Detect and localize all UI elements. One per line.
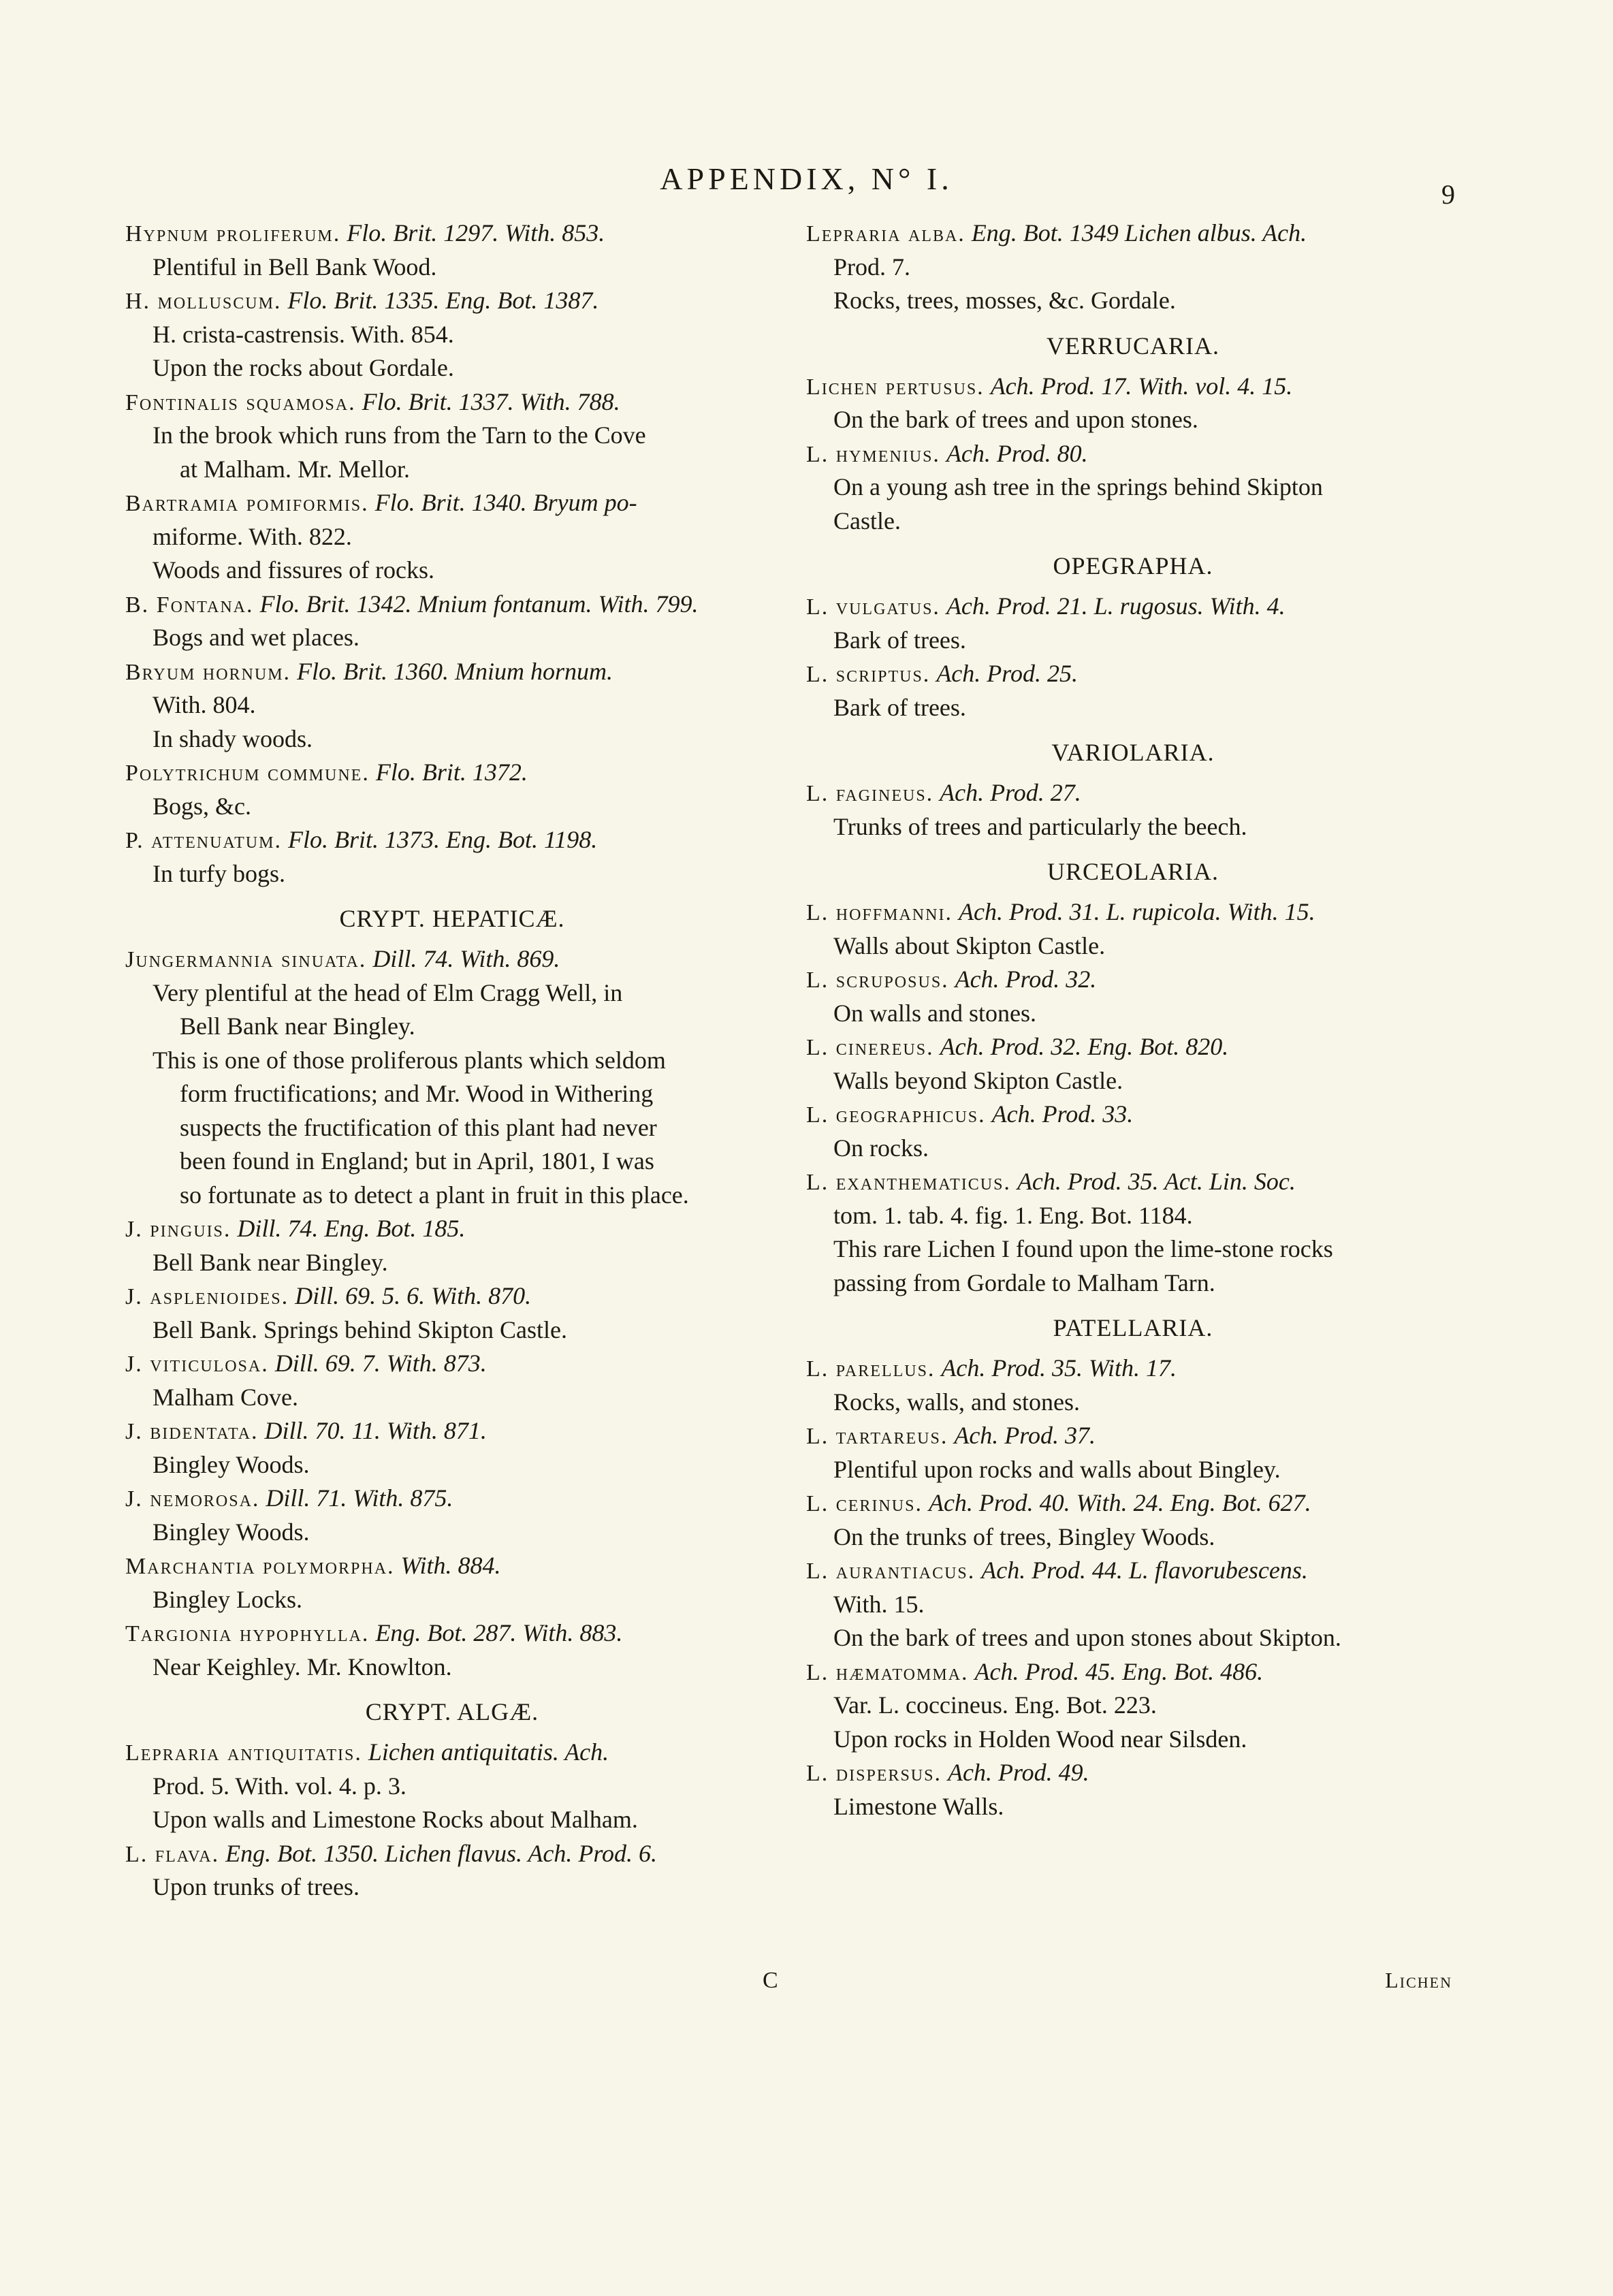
species-references: Ach. Prod. 35. With. 17.: [941, 1354, 1177, 1382]
species-name: Bryum hornum.: [125, 659, 291, 685]
species-entry: [806, 1030, 1460, 1064]
species-entry: [806, 437, 1460, 471]
entry-text: passing from Gordale to Malham Tarn.: [833, 1269, 1215, 1296]
catchword: Lichen: [1385, 1968, 1452, 1992]
species-references: Ach. Prod. 35. Act. Lin. Soc.: [1017, 1168, 1296, 1195]
entry-text: Upon the rocks about Gordale.: [153, 354, 454, 381]
species-references: Flo. Brit. 1373. Eng. Bot. 1198.: [287, 826, 598, 853]
species-references: Dill. 71. With. 875.: [266, 1484, 453, 1512]
right-column: [806, 217, 1460, 1823]
species-name: B. Fontana.: [125, 592, 254, 618]
species-name: Fontinalis squamosa.: [125, 389, 356, 415]
entry-text: Walls about Skipton Castle.: [833, 931, 1106, 959]
species-name: L. parellus.: [806, 1356, 936, 1382]
species-name: Jungermannia sinuata.: [125, 947, 367, 972]
species-entry: [806, 1165, 1460, 1199]
page-title: APPENDIX, N° I.: [660, 161, 953, 196]
left-column: [125, 217, 779, 1904]
entry-text: Trunks of trees and particularly the beech.: [833, 812, 1247, 840]
entry-text: In turfy bogs.: [153, 859, 285, 887]
section-heading: OPEGRAPHA.: [1053, 552, 1213, 579]
species-references: Dill. 69. 7. With. 873.: [274, 1350, 487, 1377]
species-references: Dill. 74. Eng. Bot. 185.: [237, 1215, 466, 1242]
species-entry: [125, 1736, 779, 1770]
species-references: With. 884.: [400, 1552, 501, 1579]
species-references: Eng. Bot. 1349 Lichen albus. Ach.: [971, 219, 1307, 246]
entry-text: Upon walls and Limestone Rocks about Malham.: [153, 1806, 638, 1833]
species-name: H. molluscum.: [125, 289, 282, 314]
species-entry: [125, 1279, 779, 1313]
entry-text: Bingley Woods.: [153, 1450, 310, 1478]
entry-text: Rocks, trees, mosses, &c. Gordale.: [833, 287, 1176, 314]
species-entry: [806, 1419, 1460, 1453]
entry-text: Bingley Woods.: [153, 1518, 310, 1546]
species-references: Flo. Brit. 1340. Bryum po-: [374, 489, 637, 516]
species-name: L. dispersus.: [806, 1761, 942, 1786]
species-entry: [806, 1486, 1460, 1520]
species-entry: [806, 1554, 1460, 1588]
entry-text: In the brook which runs from the Tarn to the Cove: [153, 421, 646, 449]
entry-text: On the trunks of trees, Bingley Woods.: [833, 1522, 1215, 1550]
entry-text: Bark of trees.: [833, 693, 966, 721]
species-name: P. attenuatum.: [125, 828, 282, 853]
species-entry: [125, 823, 779, 857]
entry-text: Upon rocks in Holden Wood near Silsden.: [833, 1725, 1247, 1753]
species-name: L. exanthematicus.: [806, 1170, 1011, 1195]
species-entry: [806, 1655, 1460, 1689]
entry-text: Castle.: [833, 507, 901, 535]
entry-text: Rocks, walls, and stones.: [833, 1388, 1080, 1416]
species-references: Ach. Prod. 17. With. vol. 4. 15.: [990, 372, 1293, 400]
species-entry: [806, 963, 1460, 997]
species-references: Flo. Brit. 1335. Eng. Bot. 1387.: [287, 287, 599, 314]
species-name: Lepraria antiquitatis.: [125, 1740, 362, 1766]
page-number: 9: [1441, 179, 1455, 210]
species-entry: [125, 1837, 779, 1871]
species-name: L. aurantiacus.: [806, 1559, 976, 1584]
species-references: Ach. Prod. 21. L. rugosus. With. 4.: [946, 592, 1285, 620]
entry-text: Prod. 5. With. vol. 4. p. 3.: [153, 1772, 406, 1800]
entry-text: Limestone Walls.: [833, 1792, 1004, 1820]
entry-text: On the bark of trees and upon stones.: [833, 406, 1198, 433]
entry-text: Bell Bank near Bingley.: [153, 1248, 388, 1276]
species-name: L. hoffmanni.: [806, 900, 953, 925]
species-name: J. asplenioides.: [125, 1284, 289, 1309]
species-entry: [806, 370, 1460, 404]
species-name: L. hæmatomma.: [806, 1659, 969, 1685]
section-heading: VERRUCARIA.: [1046, 332, 1220, 360]
species-entry: [125, 1549, 779, 1583]
species-references: Ach. Prod. 25.: [936, 660, 1078, 687]
species-entry: [125, 486, 779, 520]
species-name: Bartramia pomiformis.: [125, 491, 369, 516]
species-references: Dill. 69. 5. 6. With. 870.: [295, 1282, 532, 1309]
entry-text: Prod. 7.: [833, 253, 911, 281]
species-entry: [806, 217, 1460, 251]
entry-text: miforme. With. 822.: [153, 522, 352, 550]
species-entry: [125, 942, 779, 976]
species-references: Ach. Prod. 32.: [955, 966, 1097, 993]
entry-text: form fructifications; and Mr. Wood in Withering: [180, 1080, 654, 1107]
entry-text: Bell Bank near Bingley.: [180, 1013, 415, 1040]
entry-text: been found in England; but in April, 1801, I was: [180, 1147, 654, 1175]
species-references: Ach. Prod. 49.: [947, 1759, 1089, 1786]
species-name: L. hymenius.: [806, 441, 940, 467]
species-name: J. nemorosa.: [125, 1486, 260, 1512]
species-entry: [125, 1616, 779, 1651]
species-entry: [125, 1212, 779, 1246]
entry-text: so fortunate as to detect a plant in fruit in this place.: [180, 1181, 689, 1209]
species-entry: [125, 655, 779, 689]
entry-text: Bark of trees.: [833, 626, 966, 654]
species-entry: [806, 1098, 1460, 1132]
species-references: Flo. Brit. 1342. Mnium fontanum. With. 799.: [259, 590, 699, 618]
species-name: L. flava.: [125, 1841, 220, 1867]
species-references: Ach. Prod. 45. Eng. Bot. 486.: [974, 1657, 1264, 1685]
species-entry: [125, 756, 779, 790]
entry-text: In shady woods.: [153, 724, 313, 752]
section-heading: PATELLARIA.: [1053, 1314, 1213, 1341]
entry-text: Very plentiful at the head of Elm Cragg Well, in: [153, 978, 623, 1006]
section-heading: URCEOLARIA.: [1047, 858, 1219, 885]
entry-text: Bingley Locks.: [153, 1585, 302, 1613]
entry-text: Woods and fissures of rocks.: [153, 556, 435, 584]
entry-text: With. 15.: [833, 1590, 925, 1618]
entry-text: Plentiful upon rocks and walls about Bingley.: [833, 1455, 1281, 1483]
species-references: Ach. Prod. 37.: [954, 1422, 1096, 1449]
species-entry: [806, 776, 1460, 810]
entry-text: at Malham. Mr. Mellor.: [180, 455, 410, 483]
species-name: Lichen pertusus.: [806, 374, 985, 400]
species-name: L. cerinus.: [806, 1491, 923, 1516]
species-references: Ach. Prod. 44. L. flavorubescens.: [981, 1557, 1308, 1584]
entry-text: Walls beyond Skipton Castle.: [833, 1066, 1123, 1094]
species-entry: [125, 588, 779, 622]
species-entry: [806, 895, 1460, 929]
species-entry: [806, 657, 1460, 691]
entry-text: Near Keighley. Mr. Knowlton.: [153, 1653, 452, 1680]
entry-text: On a young ash tree in the springs behind Skipton: [833, 473, 1323, 500]
species-references: Ach. Prod. 80.: [946, 439, 1088, 467]
species-name: L. cinereus.: [806, 1035, 934, 1060]
entry-text: Upon trunks of trees.: [153, 1873, 360, 1900]
species-references: Ach. Prod. 40. With. 24. Eng. Bot. 627.: [928, 1489, 1311, 1516]
species-name: Lepraria alba.: [806, 221, 965, 246]
entry-text: On walls and stones.: [833, 999, 1036, 1027]
entry-text: Malham Cove.: [153, 1383, 298, 1411]
species-references: Flo. Brit. 1337. With. 788.: [362, 387, 620, 415]
species-name: Polytrichum commune.: [125, 761, 370, 786]
species-references: Dill. 70. 11. With. 871.: [264, 1417, 487, 1444]
entry-text: This is one of those proliferous plants which seldom: [153, 1046, 666, 1074]
entry-text: Bell Bank. Springs behind Skipton Castle.: [153, 1316, 567, 1343]
species-name: J. pinguis.: [125, 1217, 231, 1242]
species-entry: [806, 590, 1460, 624]
species-name: L. fagineus.: [806, 781, 934, 806]
species-references: Ach. Prod. 31. L. rupicola. With. 15.: [958, 898, 1315, 925]
entry-text: This rare Lichen I found upon the lime-stone rocks: [833, 1235, 1333, 1262]
species-name: L. tartareus.: [806, 1424, 948, 1449]
entry-text: Bogs and wet places.: [153, 624, 360, 651]
species-references: Ach. Prod. 27.: [940, 779, 1081, 806]
species-references: Ach. Prod. 32. Eng. Bot. 820.: [940, 1033, 1229, 1060]
entry-text: With. 804.: [153, 691, 256, 718]
species-references: Eng. Bot. 287. With. 883.: [375, 1619, 623, 1646]
species-references: Flo. Brit. 1372.: [375, 759, 528, 786]
species-name: Targionia hypophylla.: [125, 1621, 370, 1646]
entry-text: On rocks.: [833, 1134, 929, 1162]
species-entry: [125, 284, 779, 318]
species-name: L. scriptus.: [806, 662, 931, 687]
species-entry: [125, 385, 779, 419]
species-entry: [125, 1482, 779, 1516]
species-references: Eng. Bot. 1350. Lichen flavus. Ach. Prod. 6.: [225, 1839, 658, 1867]
species-name: Hypnum proliferum.: [125, 221, 341, 246]
section-heading: CRYPT. ALGÆ.: [365, 1698, 539, 1725]
species-name: L. vulgatus.: [806, 594, 940, 620]
species-name: J. viticulosa.: [125, 1352, 269, 1377]
entry-text: tom. 1. tab. 4. fig. 1. Eng. Bot. 1184.: [833, 1201, 1193, 1229]
entry-text: suspects the fructification of this plant had never: [180, 1113, 657, 1141]
entry-text: Var. L. coccineus. Eng. Bot. 223.: [833, 1691, 1157, 1719]
entry-text: On the bark of trees and upon stones about Skipton.: [833, 1624, 1341, 1651]
species-references: Ach. Prod. 33.: [991, 1100, 1134, 1128]
species-name: L. scruposus.: [806, 968, 949, 993]
entry-text: H. crista-castrensis. With. 854.: [153, 320, 454, 348]
species-entry: [806, 1352, 1460, 1386]
species-references: Lichen antiquitatis. Ach.: [368, 1738, 609, 1766]
entry-text: Plentiful in Bell Bank Wood.: [153, 253, 437, 281]
species-name: L. geographicus.: [806, 1102, 986, 1128]
entry-text: Bogs, &c.: [153, 792, 252, 820]
species-entry: [125, 1414, 779, 1448]
section-heading: CRYPT. HEPATICÆ.: [339, 905, 565, 932]
species-entry: [806, 1756, 1460, 1790]
section-heading: VARIOLARIA.: [1051, 739, 1215, 766]
species-references: Flo. Brit. 1360. Mnium hornum.: [297, 657, 613, 685]
signature-mark: C: [763, 1968, 778, 1993]
species-entry: [125, 1347, 779, 1381]
species-references: Dill. 74. With. 869.: [372, 945, 560, 972]
species-name: Marchantia polymorpha.: [125, 1554, 395, 1579]
species-name: J. bidentata.: [125, 1419, 259, 1444]
species-references: Flo. Brit. 1297. With. 853.: [347, 219, 605, 246]
species-entry: [125, 217, 779, 251]
